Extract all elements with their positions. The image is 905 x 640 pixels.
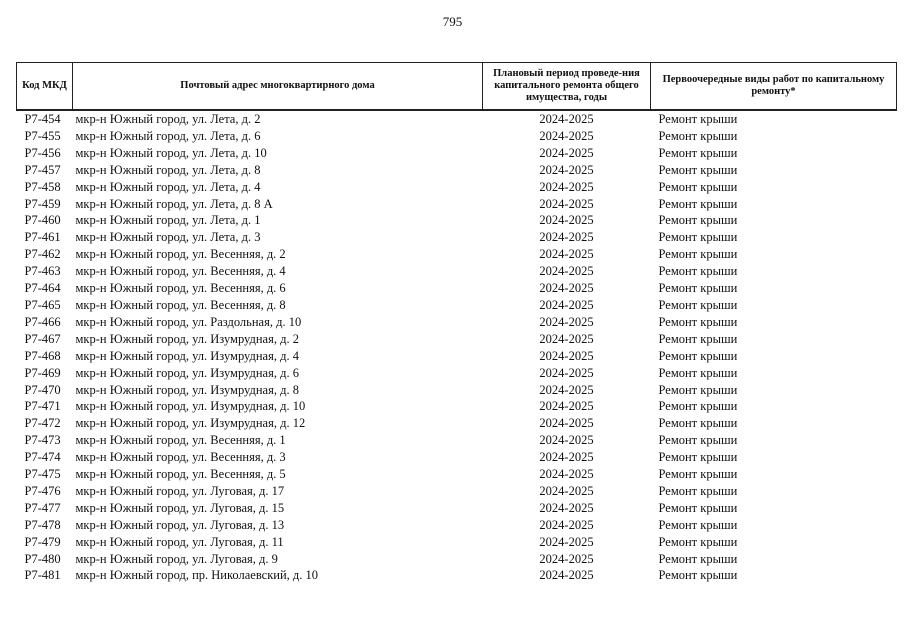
cell-works: Ремонт крыши bbox=[658, 247, 738, 262]
cell-address: мкр-н Южный город, ул. Изумрудная, д. 6 bbox=[75, 365, 299, 380]
cell-code: Р7-468 bbox=[24, 348, 61, 363]
page-number: 795 bbox=[442, 14, 463, 29]
cell-works: Ремонт крыши bbox=[658, 264, 738, 279]
table-row bbox=[17, 196, 897, 213]
cell-works: Ремонт крыши bbox=[658, 551, 738, 566]
cell-address: мкр-н Южный город, ул. Весенняя, д. 8 bbox=[75, 297, 286, 312]
cell-code: Р7-480 bbox=[24, 551, 61, 566]
table-row bbox=[17, 551, 897, 568]
table-row bbox=[17, 110, 897, 128]
cell-works: Ремонт крыши bbox=[658, 399, 738, 414]
table-header bbox=[17, 63, 897, 111]
cell-period: 2024-2025 bbox=[539, 348, 594, 363]
cell-works: Ремонт крыши bbox=[658, 196, 738, 211]
cell-period: 2024-2025 bbox=[539, 517, 594, 532]
cell-code: Р7-469 bbox=[24, 365, 61, 380]
cell-code: Р7-454 bbox=[24, 112, 61, 126]
cell-period: 2024-2025 bbox=[539, 365, 594, 380]
cell-period: 2024-2025 bbox=[539, 196, 594, 211]
cell-address: мкр-н Южный город, ул. Весенняя, д. 5 bbox=[75, 467, 286, 482]
cell-works: Ремонт крыши bbox=[658, 433, 738, 448]
table-row bbox=[17, 331, 897, 348]
cell-period: 2024-2025 bbox=[539, 433, 594, 448]
cell-period: 2024-2025 bbox=[539, 382, 594, 397]
table-row bbox=[17, 365, 897, 382]
cell-works: Ремонт крыши bbox=[658, 179, 738, 194]
cell-code: Р7-477 bbox=[24, 500, 61, 515]
cell-address: мкр-н Южный город, ул. Изумрудная, д. 2 bbox=[75, 331, 299, 346]
cell-address: мкр-н Южный город, ул. Лета, д. 4 bbox=[75, 179, 261, 194]
cell-code: Р7-465 bbox=[24, 297, 61, 312]
table-row bbox=[17, 517, 897, 534]
cell-code: Р7-464 bbox=[24, 281, 61, 296]
cell-address: мкр-н Южный город, пр. Николаевский, д. 10 bbox=[75, 568, 319, 583]
cell-works: Ремонт крыши bbox=[658, 348, 738, 363]
cell-code: Р7-457 bbox=[24, 162, 61, 177]
cell-code: Р7-462 bbox=[24, 247, 61, 262]
table-row bbox=[17, 449, 897, 466]
cell-works: Ремонт крыши bbox=[658, 331, 738, 346]
header-row bbox=[17, 63, 897, 111]
table-row bbox=[17, 280, 897, 297]
cell-code: Р7-466 bbox=[24, 314, 61, 329]
cell-period: 2024-2025 bbox=[539, 213, 594, 228]
table-row bbox=[17, 500, 897, 517]
cell-period: 2024-2025 bbox=[539, 314, 594, 329]
cell-address: мкр-н Южный город, ул. Изумрудная, д. 10 bbox=[75, 399, 306, 414]
table-row bbox=[17, 179, 897, 196]
cell-address: мкр-н Южный город, ул. Лета, д. 2 bbox=[75, 112, 261, 126]
table-row bbox=[17, 398, 897, 415]
cell-address: мкр-н Южный город, ул. Раздольная, д. 10 bbox=[75, 314, 302, 329]
cell-period: 2024-2025 bbox=[539, 551, 594, 566]
cell-address: мкр-н Южный город, ул. Изумрудная, д. 12 bbox=[75, 416, 306, 431]
cell-works: Ремонт крыши bbox=[658, 416, 738, 431]
table-row bbox=[17, 348, 897, 365]
cell-works: Ремонт крыши bbox=[658, 382, 738, 397]
table-row bbox=[17, 483, 897, 500]
cell-address: мкр-н Южный город, ул. Весенняя, д. 1 bbox=[75, 433, 286, 448]
cell-period: 2024-2025 bbox=[539, 179, 594, 194]
cell-period: 2024-2025 bbox=[539, 467, 594, 482]
cell-works: Ремонт крыши bbox=[658, 297, 738, 312]
cell-code: Р7-455 bbox=[24, 128, 61, 143]
cell-code: Р7-476 bbox=[24, 483, 61, 498]
header-works: Первоочередные виды работ по капитальному ремонту* bbox=[651, 63, 897, 111]
cell-works: Ремонт крыши bbox=[658, 128, 738, 143]
table-row bbox=[17, 263, 897, 280]
cell-code: Р7-458 bbox=[24, 179, 61, 194]
cell-period: 2024-2025 bbox=[539, 264, 594, 279]
cell-code: Р7-470 bbox=[24, 382, 61, 397]
cell-code: Р7-456 bbox=[24, 145, 61, 160]
cell-period: 2024-2025 bbox=[539, 297, 594, 312]
table-row bbox=[17, 314, 897, 331]
cell-works: Ремонт крыши bbox=[658, 230, 738, 245]
cell-code: Р7-459 bbox=[24, 196, 61, 211]
cell-code: Р7-467 bbox=[24, 331, 61, 346]
cell-address: мкр-н Южный город, ул. Лета, д. 6 bbox=[75, 128, 261, 143]
cell-period: 2024-2025 bbox=[539, 247, 594, 262]
cell-code: Р7-479 bbox=[24, 534, 61, 549]
cell-address: мкр-н Южный город, ул. Лета, д. 10 bbox=[75, 145, 267, 160]
cell-works: Ремонт крыши bbox=[658, 365, 738, 380]
table-row bbox=[17, 145, 897, 162]
cell-address: мкр-н Южный город, ул. Весенняя, д. 6 bbox=[75, 281, 286, 296]
cell-period: 2024-2025 bbox=[539, 162, 594, 177]
table-row bbox=[17, 466, 897, 483]
table-row bbox=[17, 382, 897, 399]
cell-address: мкр-н Южный город, ул. Изумрудная, д. 8 bbox=[75, 382, 299, 397]
cell-works: Ремонт крыши bbox=[658, 162, 738, 177]
cell-works: Ремонт крыши bbox=[658, 568, 738, 583]
cell-code: Р7-475 bbox=[24, 467, 61, 482]
cell-period: 2024-2025 bbox=[539, 281, 594, 296]
cell-address: мкр-н Южный город, ул. Луговая, д. 17 bbox=[75, 483, 285, 498]
cell-code: Р7-463 bbox=[24, 264, 61, 279]
table-body bbox=[17, 110, 897, 584]
cell-period: 2024-2025 bbox=[539, 450, 594, 465]
cell-period: 2024-2025 bbox=[539, 128, 594, 143]
cell-code: Р7-471 bbox=[24, 399, 61, 414]
cell-address: мкр-н Южный город, ул. Луговая, д. 9 bbox=[75, 551, 278, 566]
cell-code: Р7-474 bbox=[24, 450, 61, 465]
cell-works: Ремонт крыши bbox=[658, 112, 738, 126]
cell-address: мкр-н Южный город, ул. Весенняя, д. 2 bbox=[75, 247, 286, 262]
cell-period: 2024-2025 bbox=[539, 331, 594, 346]
cell-works: Ремонт крыши bbox=[658, 517, 738, 532]
cell-works: Ремонт крыши bbox=[658, 534, 738, 549]
cell-address: мкр-н Южный город, ул. Луговая, д. 15 bbox=[75, 500, 285, 515]
cell-address: мкр-н Южный город, ул. Весенняя, д. 4 bbox=[75, 264, 286, 279]
cell-code: Р7-481 bbox=[24, 568, 61, 583]
table-row bbox=[17, 567, 897, 584]
cell-works: Ремонт крыши bbox=[658, 483, 738, 498]
cell-code: Р7-461 bbox=[24, 230, 61, 245]
table-row bbox=[17, 212, 897, 229]
table-row bbox=[17, 246, 897, 263]
cell-code: Р7-473 bbox=[24, 433, 61, 448]
table-row bbox=[17, 162, 897, 179]
cell-address: мкр-н Южный город, ул. Луговая, д. 13 bbox=[75, 517, 285, 532]
cell-period: 2024-2025 bbox=[539, 145, 594, 160]
header-address: Почтовый адрес многоквартирного дома bbox=[73, 63, 483, 111]
cell-address: мкр-н Южный город, ул. Лета, д. 1 bbox=[75, 213, 261, 228]
cell-period: 2024-2025 bbox=[539, 568, 594, 583]
cell-address: мкр-н Южный город, ул. Лета, д. 3 bbox=[75, 230, 261, 245]
cell-address: мкр-н Южный город, ул. Лета, д. 8 А bbox=[75, 196, 273, 211]
cell-works: Ремонт крыши bbox=[658, 450, 738, 465]
table-row bbox=[17, 297, 897, 314]
cell-period: 2024-2025 bbox=[539, 500, 594, 515]
cell-works: Ремонт крыши bbox=[658, 467, 738, 482]
cell-works: Ремонт крыши bbox=[658, 213, 738, 228]
header-period: Плановый период проведе-ния капитального ремонта общего имущества, годы bbox=[483, 63, 651, 111]
cell-address: мкр-н Южный город, ул. Лета, д. 8 bbox=[75, 162, 261, 177]
table-row bbox=[17, 415, 897, 432]
cell-period: 2024-2025 bbox=[539, 483, 594, 498]
cell-works: Ремонт крыши bbox=[658, 145, 738, 160]
cell-period: 2024-2025 bbox=[539, 230, 594, 245]
cell-works: Ремонт крыши bbox=[658, 281, 738, 296]
cell-works: Ремонт крыши bbox=[658, 500, 738, 515]
cell-period: 2024-2025 bbox=[539, 399, 594, 414]
repair-schedule-table bbox=[16, 62, 897, 584]
cell-code: Р7-478 bbox=[24, 517, 61, 532]
cell-period: 2024-2025 bbox=[539, 112, 594, 126]
cell-period: 2024-2025 bbox=[539, 534, 594, 549]
cell-code: Р7-460 bbox=[24, 213, 61, 228]
table-row bbox=[17, 229, 897, 246]
cell-code: Р7-472 bbox=[24, 416, 61, 431]
table-row bbox=[17, 128, 897, 145]
cell-works: Ремонт крыши bbox=[658, 314, 738, 329]
cell-address: мкр-н Южный город, ул. Весенняя, д. 3 bbox=[75, 450, 286, 465]
header-code: Код МКД bbox=[17, 63, 73, 111]
table-row bbox=[17, 432, 897, 449]
cell-address: мкр-н Южный город, ул. Изумрудная, д. 4 bbox=[75, 348, 299, 363]
table-row bbox=[17, 534, 897, 551]
cell-address: мкр-н Южный город, ул. Луговая, д. 11 bbox=[75, 534, 284, 549]
cell-period: 2024-2025 bbox=[539, 416, 594, 431]
